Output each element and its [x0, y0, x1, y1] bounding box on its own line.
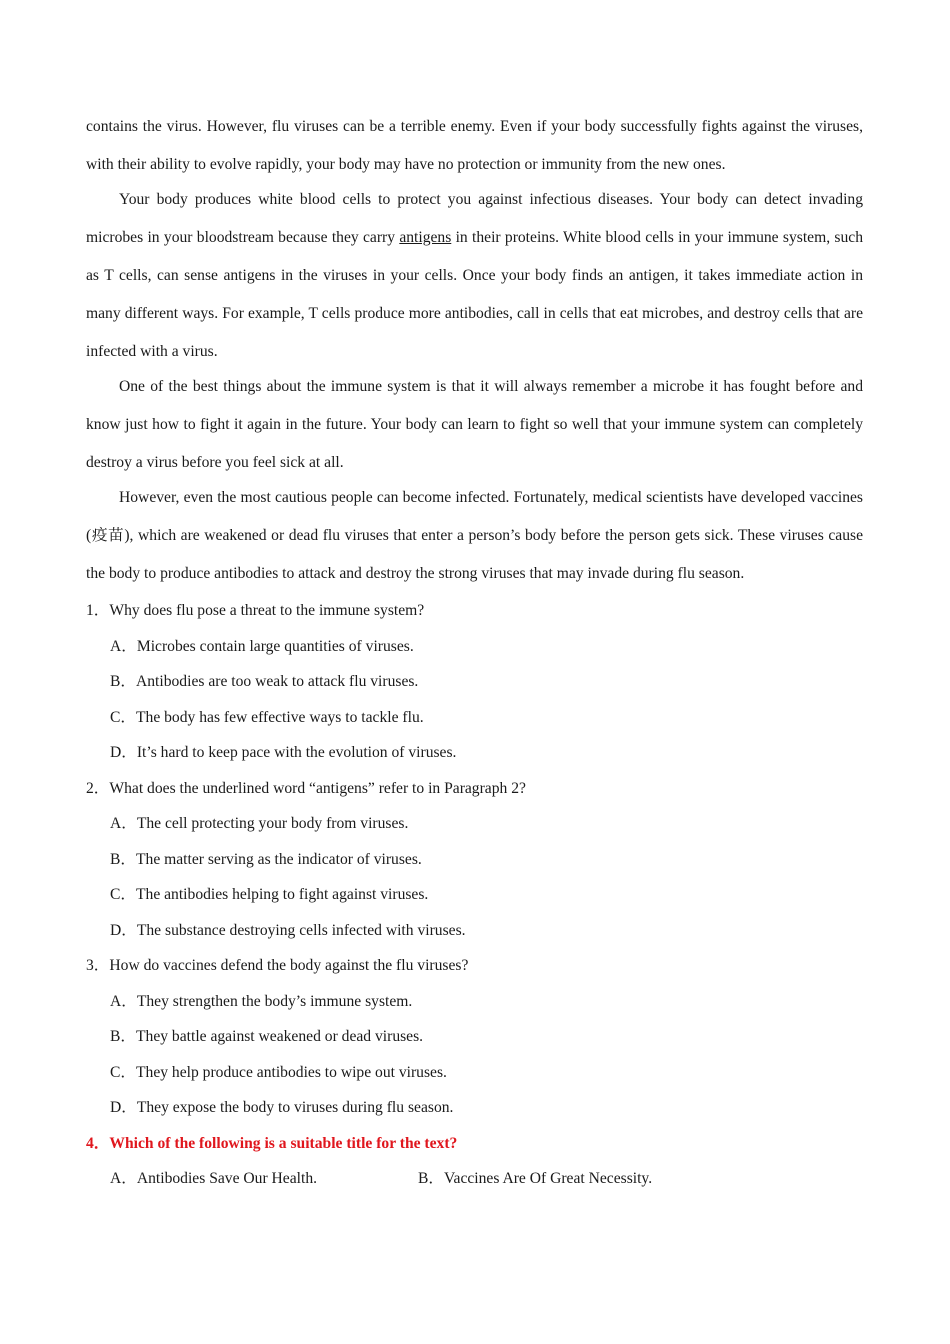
underlined-word-antigens: antigens	[399, 229, 452, 246]
answer-option: C．The body has few effective ways to tackle flu.	[110, 708, 424, 726]
answer-option: C．The antibodies helping to fight against viruses.	[110, 886, 429, 903]
answer-option: A．They strengthen the body’s immune system.	[110, 992, 413, 1010]
paragraph-2-text-end: in their proteins. White blood cells in your immune system, such as T cells, can sense antigens in the viruses in your cells. Once your body finds an antigen, it takes immediate action in many different ways. For example, T cells produce more antibodies, call in cells that eat microbes, and destroy cells that are infected with a virus.	[86, 229, 863, 360]
passage-paragraph-1: contains the virus. However, flu viruses can be a terrible enemy. Even if your body successfully fights against the viruses, with their ability to evolve rapidly, your body may have no protection or immunity from the new ones.	[86, 118, 863, 173]
question-stem: 1．Why does flu pose a threat to the immune system?	[86, 602, 425, 619]
answer-option: A．Antibodies Save Our Health.	[110, 1170, 318, 1187]
passage-paragraph-4: However, even the most cautious people can become infected. Fortunately, medical scientists have developed vaccines (疫苗), which are weakened or dead flu viruses that enter a person’s body before the person gets sick. These viruses cause the body to produce antibodies to attack and destroy the strong viruses that may invade during flu season.	[86, 489, 863, 582]
answer-option: B．The matter serving as the indicator of viruses.	[110, 850, 422, 868]
answer-option: B．Vaccines Are Of Great Necessity.	[418, 1170, 653, 1187]
answer-option: D．It’s hard to keep pace with the evolution of viruses.	[110, 744, 457, 761]
question-3	[86, 948, 863, 1126]
document-content	[86, 108, 863, 1197]
answer-option: A．The cell protecting your body from viruses.	[110, 815, 409, 832]
answer-option: C．They help produce antibodies to wipe out viruses.	[110, 1063, 447, 1081]
question-4	[86, 1126, 863, 1197]
answer-options-row	[86, 1161, 863, 1197]
answer-option: B．They battle against weakened or dead viruses.	[110, 1028, 424, 1045]
question-1	[86, 593, 863, 771]
passage-paragraph-3: One of the best things about the immune system is that it will always remember a microbe it has fought before and know just how to fight it again in the future. Your body can learn to fight so well that your immune system can completely destroy a virus before you feel sick at all.	[86, 378, 863, 471]
question-stem: 2．What does the underlined word “antigens” refer to in Paragraph 2?	[86, 779, 526, 797]
question-stem: 3．How do vaccines defend the body against the flu viruses?	[86, 957, 469, 974]
question-2	[86, 771, 863, 949]
answer-option: D．The substance destroying cells infected with viruses.	[110, 921, 466, 939]
answer-option: A．Microbes contain large quantities of viruses.	[110, 637, 414, 655]
question-stem-highlighted: 4．Which of the following is a suitable title for the text?	[86, 1134, 458, 1152]
paragraph-2-text-start: Your body produces white blood cells to protect you against infectious diseases. Your body can detect invading microbes in your bloodstream because they carry	[86, 191, 863, 246]
answer-option: D．They expose the body to viruses during flu season.	[110, 1099, 454, 1116]
passage-paragraph-2	[86, 181, 863, 371]
answer-option: B．Antibodies are too weak to attack flu viruses.	[110, 673, 419, 690]
